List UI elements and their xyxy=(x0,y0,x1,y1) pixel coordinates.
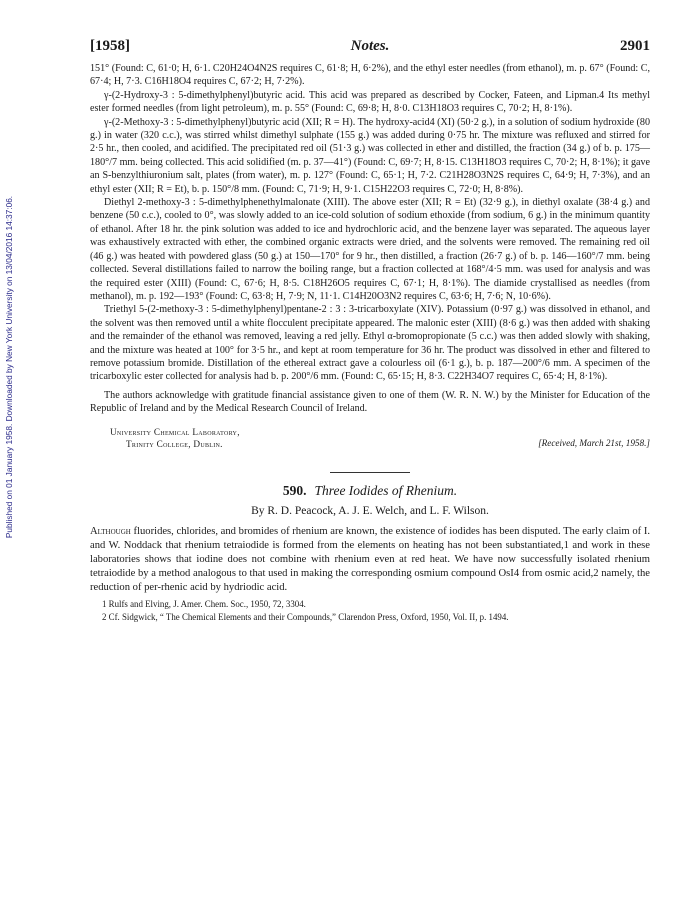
paper-title-text: Three Iodides of Rhenium. xyxy=(314,482,458,498)
paragraph-methoxy-acid: γ-(2-Methoxy-3 : 5-dimethylphenyl)butyric acid (XII; R = H). The hydroxy-acid4 (XI) (50·2 g.), in a solution of sodium hydroxide (80 g.) in water (320 c.c.), was stirred whilst dimethyl sulphate (155 g.) was added during 0·75 hr. The mixture was refluxed and stirred for 2·5 hr., then cooled, and acidified. The precipitated red oil (51·3 g.) was collected in ether and distilled, the fraction (34 g.) of b. p. 175—180°/7 mm. being collected. This acid solidified (m. p. 37—41°) (Found: C, 69·7; H, 8·15. C13H18O3 requires C, 70·2; H, 8·1%); it gave an S-benzylthiuronium salt, plates (from water), m. p. 127° (Found: C, 65·1; H, 7·2. C21H28O3N2S requires C, 64·9; H, 7·3%), and an ethyl ester (XII; R = Et), b. p. 150°/8 mm. (Found: C, 71·9; H, 9·1. C15H22O3 requires C, 72·0; H, 8·8%). xyxy=(90,116,650,195)
paper-body xyxy=(90,525,650,595)
paragraph-hydroxy-acid: γ-(2-Hydroxy-3 : 5-dimethylphenyl)butyric acid. This acid was prepared as described by Cocker, Fateen, and Lipman.4 Its methyl ester formed needles (from light petroleum), m. p. 55° (Found: C, 69·8; H, 8·0. C13H18O3 requires C, 70·2; H, 8·1%). xyxy=(90,89,650,115)
footnotes xyxy=(90,599,650,623)
header-year: [1958] xyxy=(90,38,130,54)
header-section: Notes. xyxy=(350,38,390,54)
paper-intro-text: fluorides, chlorides, and bromides of rhenium are known, the existence of iodides has been disputed. The early claim of I. and W. Noddack that rhenium tetraiodide is formed from the elements on heating has not been substantiated,1 and work in these laboratories shows that iodine does not combine with rhenium even at red heat. We have now successfully isolated rhenium tetraiodide by a method analogous to that used in making the corresponding osmium compound OsI4 from osmic acid,2 namely, the reduction of per-rhenic acid by hydriodic acid. xyxy=(90,525,650,593)
footnote-1: 1 Rulfs and Elving, J. Amer. Chem. Soc., 1950, 72, 3304. xyxy=(102,598,306,609)
received-date: [Received, March 21st, 1958.] xyxy=(538,437,650,448)
affiliation-institution xyxy=(110,426,240,450)
section-divider xyxy=(330,472,410,473)
paper-title xyxy=(90,483,650,499)
affiliation-line-2: Trinity College, Dublin. xyxy=(126,438,223,449)
paragraph-continuation: 151° (Found: C, 61·0; H, 6·1. C20H24O4N2S requires C, 61·8; H, 6·2%), and the ethyl ester needles (from ethanol), m. p. 67° (Found: C, 67·4; H, 7·3. C16H18O4 requires C, 67·2; H, 7·2%). xyxy=(90,63,650,88)
paper-number: 590. xyxy=(282,482,307,498)
download-watermark xyxy=(2,152,16,582)
paragraph-malonate: Diethyl 2-methoxy-3 : 5-dimethylphenethylmalonate (XIII). The above ester (XII; R = Et) (32·9 g.), in diethyl oxalate (38·4 g.) and benzene (50 c.c.), cooled to 0°, was slowly added to an ice-cold solution of sodium ethoxide (from sodium, 6 g.) in the minimum quantity of ethanol. After 18 hr. the pink solution was added to ice and hydrochloric acid, and the benzene layer was separated. The aqueous layer was exhaustively extracted with ether, the combined organic extracts were dried, and the solvents were removed. The remaining red oil (46 g.) was heated with powdered glass (50 g.) at 150—170° for 9 hr., then distilled, a fraction (26·7 g.) of b. p. 146—160°/7 mm. being collected. Several distillations failed to narrow the boiling range, but a fraction collected at 168°/4·5 mm. was used for analysis and was the required ester (XIII) (Found: C, 67·6; H, 8·5. C18H26O5 requires C, 67·1; H, 8·1%). The diamide crystallised as needles (from methanol), m. p. 192—193° (Found: C, 63·8; H, 7·9; N, 11·1. C14H20O3N2 requires C, 63·6; H, 7·6; N, 10·6%). xyxy=(90,197,650,302)
header-page-number: 2901 xyxy=(620,38,650,54)
paragraph-acknowledgement: The authors acknowledge with gratitude financial assistance given to one of them (W. R. N. W.) by the Minister for Education of the Republic of Ireland and by the Medical Research Council of Ireland. xyxy=(90,389,650,415)
page-content xyxy=(90,38,650,623)
affiliation-line-1: University Chemical Laboratory, xyxy=(110,426,240,437)
lead-word: Although xyxy=(90,525,131,537)
paper-authors: By R. D. Peacock, A. J. E. Welch, and L. F. Wilson. xyxy=(251,504,489,517)
footnote-2: 2 Cf. Sidgwick, “ The Chemical Elements and their Compounds,” Clarendon Press, Oxford, 1950, Vol. II, p. 1494. xyxy=(102,611,509,622)
paper-intro-paragraph xyxy=(90,525,650,595)
affiliation-block xyxy=(90,426,650,456)
paragraph-tricarboxylate: Triethyl 5-(2-methoxy-3 : 5-dimethylphenyl)pentane-2 : 3 : 3-tricarboxylate (XIV). Potassium (0·97 g.) was dissolved in ethanol, and the solvent was then removed until a white flocculent precipitate appeared. The malonic ester (XIII) (8·6 g.) was then added with shaking and the remainder of the ethanol was removed, leaving a red jelly. Ethyl α-bromopropionate (5 c.c.) was then added slowly with shaking, and the mixture was heated at 100° for 3·5 hr., and kept at room temperature for 36 hr. The product was dissolved in ether and filtered to remove potassium bromide. Distillation of the ethereal extract gave a colourless oil (6·1 g.), b. p. 187—200°/6 mm. A specimen of the tricarboxylic ester collected for analysis had b. p. 200°/6 mm. (Found: C, 65·15; H, 8·3. C22H34O7 requires C, 65·4; H, 8·1%). xyxy=(90,304,650,383)
download-watermark-text: Published on 01 January 1958. Downloaded by New York University on 13/04/2016 14:37:06. xyxy=(4,195,14,539)
running-header xyxy=(90,38,650,62)
